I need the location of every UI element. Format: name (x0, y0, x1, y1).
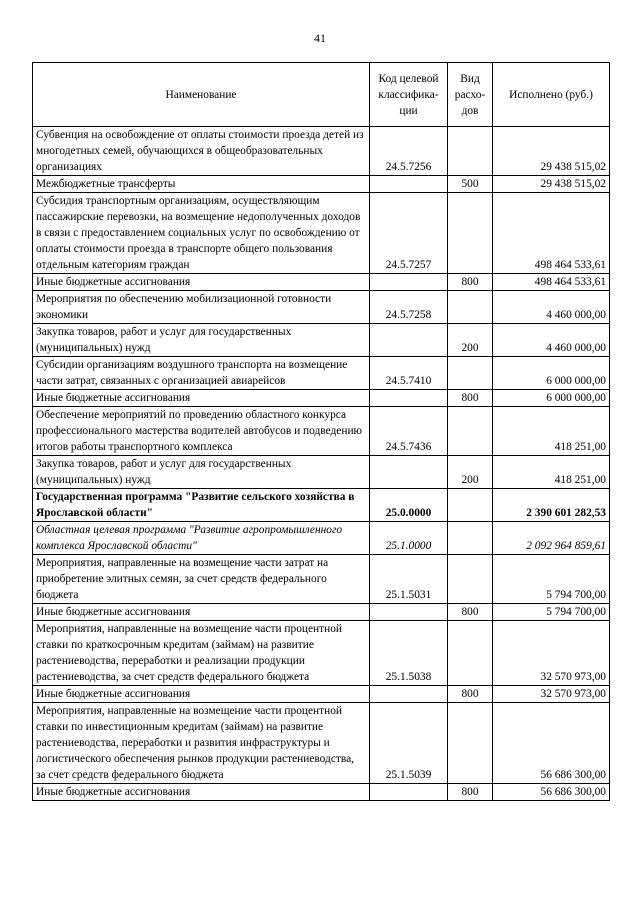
name-cell: Мероприятия по обеспечению мобилизационной готовности экономики (33, 291, 370, 324)
amount-cell: 498 464 533,61 (493, 274, 610, 291)
kind-cell: 800 (448, 390, 493, 407)
amount-cell: 6 000 000,00 (493, 390, 610, 407)
code-cell (370, 390, 448, 407)
name-cell: Мероприятия, направленные на возмещение части процентной ставки по краткосрочным кредитам (займам) на развитие растениеводства, переработки и реализации продукции растениеводства, за счет средств федерального бюджета (33, 621, 370, 686)
code-cell: 25.0.0000 (370, 489, 448, 522)
code-cell (370, 456, 448, 489)
code-cell (370, 784, 448, 801)
kind-cell (448, 407, 493, 456)
amount-cell: 29 438 515,02 (493, 176, 610, 193)
amount-cell: 56 686 300,00 (493, 703, 610, 784)
amount-cell: 498 464 533,61 (493, 193, 610, 274)
code-cell: 24.5.7410 (370, 357, 448, 390)
column-header-amount: Исполнено (руб.) (493, 63, 610, 127)
name-cell: Иные бюджетные ассигнования (33, 686, 370, 703)
amount-cell: 5 794 700,00 (493, 604, 610, 621)
table-row (33, 390, 610, 407)
page-number: 41 (314, 31, 326, 45)
kind-cell: 200 (448, 456, 493, 489)
name-cell: Иные бюджетные ассигнования (33, 784, 370, 801)
kind-cell (448, 193, 493, 274)
name-cell: Областная целевая программа "Развитие агропромышленного комплекса Ярославской области" (33, 522, 370, 555)
code-cell (370, 686, 448, 703)
code-cell (370, 604, 448, 621)
code-cell: 24.5.7258 (370, 291, 448, 324)
column-header-kind: Вид расхо-дов (448, 63, 493, 127)
table-row (33, 291, 610, 324)
code-cell: 25.1.5031 (370, 555, 448, 604)
name-cell: Закупка товаров, работ и услуг для государственных (муниципальных) нужд (33, 324, 370, 357)
amount-cell: 5 794 700,00 (493, 555, 610, 604)
column-header-code: Код целевой классифика-ции (370, 63, 448, 127)
code-cell: 24.5.7257 (370, 193, 448, 274)
amount-cell: 32 570 973,00 (493, 621, 610, 686)
name-cell: Иные бюджетные ассигнования (33, 604, 370, 621)
table-row (33, 784, 610, 801)
table-row (33, 489, 610, 522)
kind-cell (448, 703, 493, 784)
kind-cell (448, 127, 493, 176)
amount-cell: 4 460 000,00 (493, 324, 610, 357)
table-row (33, 407, 610, 456)
table-row (33, 357, 610, 390)
amount-cell: 56 686 300,00 (493, 784, 610, 801)
budget-table (32, 62, 610, 801)
name-cell: Субвенция на освобождение от оплаты стоимости проезда детей из многодетных семей, обучающихся в общеобразовательных организациях (33, 127, 370, 176)
code-cell: 25.1.5039 (370, 703, 448, 784)
kind-cell: 200 (448, 324, 493, 357)
name-cell: Мероприятия, направленные на возмещение части процентной ставки по инвестиционным кредитам (займам) на развитие растениеводства, переработки и развития инфраструктуры и логистического обеспечения рынков продукции растениеводства, за счет средств федерального бюджета (33, 703, 370, 784)
amount-cell: 418 251,00 (493, 407, 610, 456)
code-cell (370, 324, 448, 357)
table-body (33, 127, 610, 801)
name-cell: Мероприятия, направленные на возмещение части затрат на приобретение элитных семян, за счет средств федерального бюджета (33, 555, 370, 604)
code-cell: 24.5.7436 (370, 407, 448, 456)
table-row (33, 621, 610, 686)
kind-cell: 800 (448, 686, 493, 703)
column-header-name: Наименование (33, 63, 370, 127)
table-row (33, 686, 610, 703)
code-cell: 24.5.7256 (370, 127, 448, 176)
kind-cell: 500 (448, 176, 493, 193)
table-row (33, 176, 610, 193)
kind-cell: 800 (448, 604, 493, 621)
code-cell (370, 176, 448, 193)
table-row (33, 555, 610, 604)
table-row (33, 604, 610, 621)
kind-cell (448, 489, 493, 522)
kind-cell: 800 (448, 274, 493, 291)
table-row (33, 456, 610, 489)
kind-cell (448, 522, 493, 555)
code-cell (370, 274, 448, 291)
kind-cell (448, 555, 493, 604)
table-row (33, 274, 610, 291)
name-cell: Иные бюджетные ассигнования (33, 274, 370, 291)
amount-cell: 418 251,00 (493, 456, 610, 489)
name-cell: Межбюджетные трансферты (33, 176, 370, 193)
amount-cell: 4 460 000,00 (493, 291, 610, 324)
name-cell: Иные бюджетные ассигнования (33, 390, 370, 407)
table-header-row (33, 63, 610, 127)
amount-cell: 6 000 000,00 (493, 357, 610, 390)
amount-cell: 32 570 973,00 (493, 686, 610, 703)
name-cell: Субсидии организациям воздушного транспорта на возмещение части затрат, связанных с организацией авиарейсов (33, 357, 370, 390)
amount-cell: 2 390 601 282,53 (493, 489, 610, 522)
kind-cell: 800 (448, 784, 493, 801)
name-cell: Субсидия транспортным организациям, осуществляющим пассажирские перевозки, на возмещение недополученных доходов в связи с предоставлением социальных услуг по освобождению от оплаты стоимости проезда в транспорте общего пользования отдельным категориям граждан (33, 193, 370, 274)
code-cell: 25.1.5038 (370, 621, 448, 686)
table-row (33, 127, 610, 176)
table-row (33, 703, 610, 784)
kind-cell (448, 291, 493, 324)
code-cell: 25.1.0000 (370, 522, 448, 555)
name-cell: Закупка товаров, работ и услуг для государственных (муниципальных) нужд (33, 456, 370, 489)
name-cell: Государственная программа "Развитие сельского хозяйства в Ярославской области" (33, 489, 370, 522)
amount-cell: 2 092 964 859,61 (493, 522, 610, 555)
table-row (33, 522, 610, 555)
kind-cell (448, 357, 493, 390)
table-row (33, 193, 610, 274)
table-row (33, 324, 610, 357)
name-cell: Обеспечение мероприятий по проведению областного конкурса профессионального мастерства водителей автобусов и подведению итогов работы транспортного комплекса (33, 407, 370, 456)
amount-cell: 29 438 515,02 (493, 127, 610, 176)
kind-cell (448, 621, 493, 686)
